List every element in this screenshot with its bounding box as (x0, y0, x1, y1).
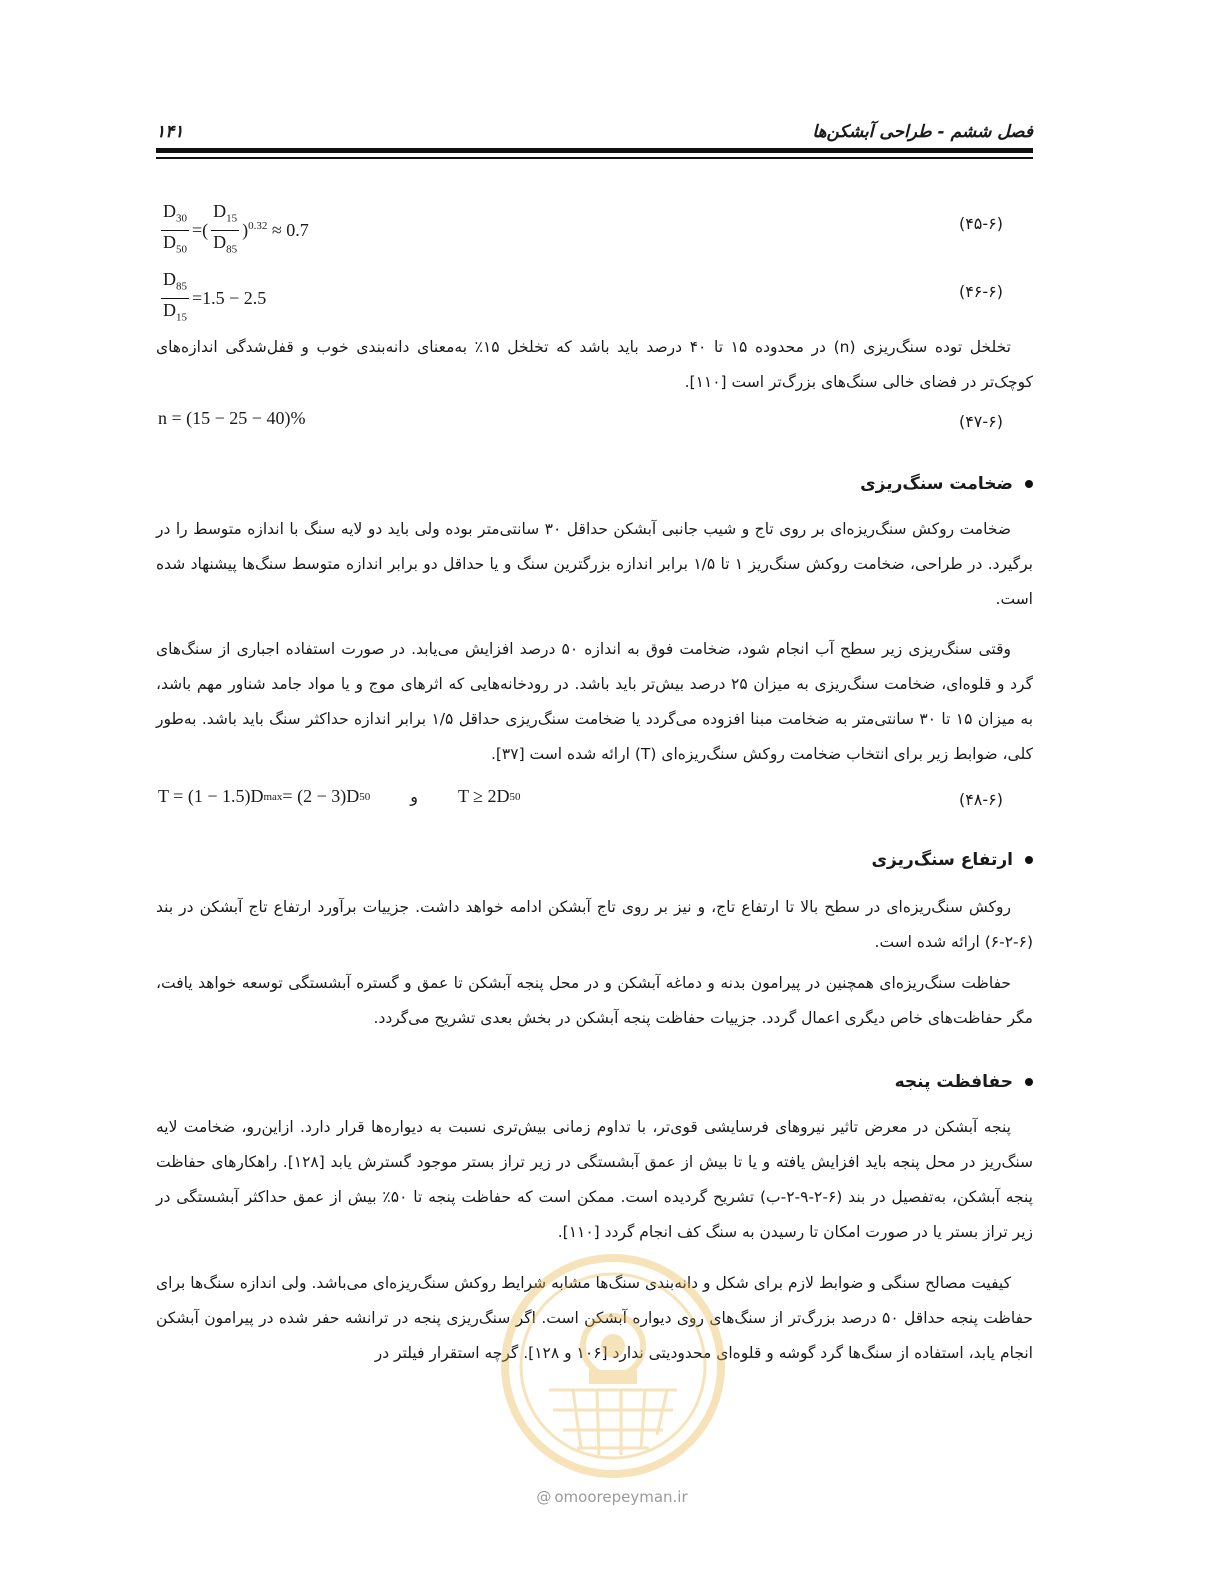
bullet-icon (1025, 856, 1033, 864)
watermark-url: @ omoorepeyman.ir (536, 1488, 688, 1506)
equation-45 (158, 200, 1003, 254)
page-header (156, 112, 1033, 162)
header-rule-thick (156, 148, 1033, 153)
equation-48 (158, 786, 1003, 826)
paragraph-height-1: روکش سنگ‌ریزه‌ای در سطح بالا تا ارتفاع تاج، و نیز بر روی تاج آبشکن ادامه خواهد داشت. جزییات برآورد ارتفاع تاج آبشکن در بند (۶-۲-۶) ارائه شده است. (156, 898, 1033, 951)
bullet-icon (1025, 1078, 1033, 1086)
header-rule-thin (156, 157, 1033, 159)
equation-46-formula: $\frac{D_{85}}{D_{15}}$ =1.5 − 2.5 (163, 269, 267, 324)
paragraph-thickness-1: ضخامت روکش سنگ‌ریزه‌ای بر روی تاج و شیب جانبی آبشکن حداقل ۳۰ سانتی‌متر بوده ولی باید دو لایه سنگ با اندازه متوسط را در برگیرد. در طراحی، ضخامت روکش سنگ‌ریز ۱ تا ۱/۵ برابر اندازه بزرگترین سنگ و یا حداقل دو برابر اندازه متوسط سنگ‌ها پیشنهاد شده است. (156, 520, 1034, 608)
page-number: ۱۴۱ (156, 122, 184, 142)
heading-height: ارتفاع سنگ‌ریزی (871, 850, 1033, 870)
equation-46-number: (۴۶-۶) (958, 282, 1003, 301)
heading-thickness: ضخامت سنگ‌ریزی (860, 474, 1033, 494)
heading-toe: حفافظت پنجه (895, 1072, 1033, 1092)
equation-48-formula: T = (1 − 1.5)D max = (2 − 3)D 50 و T ≥ 2D 50 (158, 786, 521, 806)
equation-47-number: (۴۷-۶) (958, 412, 1003, 431)
equation-47-formula: n = (15 − 25 − 40)% (158, 408, 306, 428)
paragraph-toe-2: کیفیت مصالح سنگی و ضوابط لازم برای شکل و دانه‌بندی سنگ‌ها مشابه شرایط روکش سنگ‌ریزه‌ای می‌باشد. ولی اندازه سنگ‌ها برای حفاظت پنجه حداقل ۵۰ درصد بزرگ‌تر از سنگ‌های روی دیواره آبشکن است. اگر سنگ‌ریزی پنجه در ترانشه حفر شده در پیرامون آبشکن انجام یابد، استفاده از سنگ‌ها گرد گوشه و قلوه‌ای محدودیتی ندارد [۱۰۶ و ۱۲۸]. گرچه استقرار فیلتر در (156, 1274, 1033, 1362)
paragraph-height-2: حفاظت سنگ‌ریزه‌ای همچنین در پیرامون بدنه و دماغه آبشکن و در محل پنجه آبشکن تا عمق و گستره آبشستگی توسعه خواهد یافت، مگر حفاظت‌های خاص دیگری اعمال گردد. جزییات حفاظت پنجه آبشکن در بخش بعدی تشریح می‌گردد. (156, 974, 1033, 1027)
chapter-title: فصل ششم - طراحی آبشکن‌ها (812, 122, 1033, 142)
equation-45-formula: $\frac{D_{30}}{D_{50}}$ =( $\frac{D_{15}}{D_{85}}$ )$^{0.32}$ ≈ 0.7 (163, 201, 309, 256)
at-icon: @ (536, 1488, 552, 1506)
omoorepeyman-seal-logo-icon (497, 1250, 729, 1482)
paragraph-porosity: تخلخل توده سنگ‌ریزی (n) در محدوده ۱۵ تا ۴۰ درصد باید باشد که تخلخل ۱۵٪ به‌معنای دانه‌بندی خوب و قفل‌شدگی اندازه‌های کوچک‌تر در فضای خالی سنگ‌های بزرگ‌تر است [۱۱۰]. (156, 338, 1033, 391)
equation-46 (158, 268, 1003, 322)
equation-48-number: (۴۸-۶) (958, 790, 1003, 809)
equation-45-number: (۴۵-۶) (958, 214, 1003, 233)
paragraph-thickness-2: وقتی سنگ‌ریزی زیر سطح آب انجام شود، ضخامت فوق به اندازه ۵۰ درصد افزایش می‌یابد. در صورت استفاده اجباری از سنگ‌های گرد و قلوه‌ای، ضخامت سنگ‌ریزی به میزان ۲۵ درصد بیش‌تر باید باشد. در رودخانه‌هایی که اثرهای موج و یا مواد جامد شناور مهم باشد، به میزان ۱۵ تا ۳۰ سانتی‌متر به ضخامت مبنا افزوده می‌گردد یا ضخامت سنگ‌ریزی حداقل ۱/۵ برابر اندازه حداکثر سنگ باید باشد. به‌طور کلی، ضوابط زیر برای انتخاب ضخامت روکش سنگ‌ریزه‌ای (T) ارائه شده است [۳۷]. (156, 640, 1034, 763)
paragraph-toe-1: پنجه آبشکن در معرض تاثیر نیروهای فرسایشی قوی‌تر، با تداوم زمانی بیش‌تری نسبت به دیواره‌ها قرار دارد. ازاین‌رو، ضخامت لایه سنگ‌ریز در محل پنجه باید افزایش یافته و یا تا بیش از عمق آبشستگی در زیر تراز بستر موجود گسترش یابد [۱۲۸]. راهکارهای حفاظت پنجه آبشکن، به‌تفصیل در بند (۶-۲-۹-۲-ب) تشریح گردیده است. ممکن است که حفاظت پنجه تا ۵۰٪ بیش از عمق حداکثر آبشستگی در زیر تراز بستر یا در صورت امکان تا رسیدن به سنگ کف انجام گردد [۱۱۰]. (156, 1118, 1033, 1241)
equation-47 (158, 408, 1003, 448)
bullet-icon (1025, 480, 1033, 488)
